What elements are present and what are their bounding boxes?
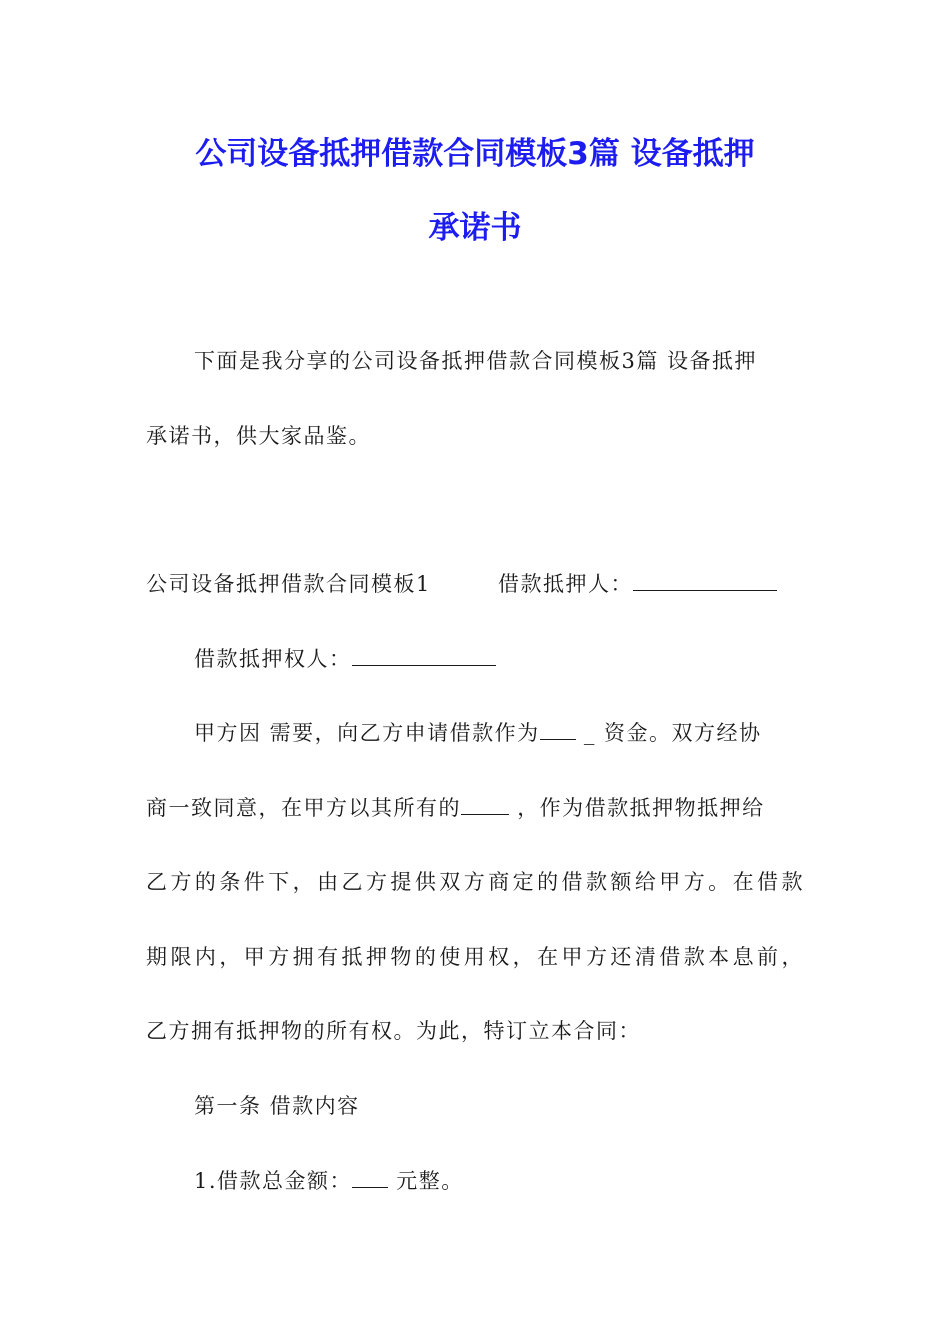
mortgagee-line [194, 644, 496, 674]
document-title-line-2: 承诺书 [428, 210, 522, 246]
article-1-heading: 第一条 借款内容 [194, 1094, 360, 1118]
purpose-blank [540, 719, 576, 740]
mortgagor-label: 借款抵押人： [498, 572, 633, 596]
section-1-heading [146, 569, 431, 599]
para1-line-1-text-b: _ 资金。双方经协 [583, 721, 762, 745]
section-1-title: 公司设备抵押借款合同模板1 [146, 572, 431, 596]
mortgagor-line [498, 569, 777, 599]
para1-line-2-text-b: ，作为借款抵押物抵押给 [517, 796, 765, 820]
item-1-suffix: 元整。 [388, 1169, 464, 1193]
item-1-line [194, 1166, 464, 1196]
para1-line-2 [146, 793, 765, 823]
intro-line-1: 下面是我分享的公司设备抵押借款合同模板3篇 设备抵押 [194, 349, 758, 373]
mortgagor-blank [633, 570, 777, 591]
mortgagee-blank [352, 645, 496, 666]
para1-line-1 [194, 718, 762, 748]
item-1-label: 1.借款总金额： [194, 1169, 353, 1193]
document-title-line-1: 公司设备抵押借款合同模板3篇 设备抵押 [195, 136, 755, 172]
para1-line-3: 乙方的条件下，由乙方提供双方商定的借款额给甲方。在借款 [146, 870, 804, 894]
amount-blank [352, 1167, 388, 1188]
para1-line-5: 乙方拥有抵押物的所有权。为此，特订立本合同： [146, 1019, 641, 1043]
para1-line-4: 期限内，甲方拥有抵押物的使用权，在甲方还清借款本息前， [146, 945, 804, 969]
collateral-blank [461, 794, 509, 815]
para1-line-1-text-a: 甲方因 需要，向乙方申请借款作为 [194, 721, 540, 745]
intro-line-2: 承诺书，供大家品鉴。 [146, 424, 371, 448]
mortgagee-label: 借款抵押权人： [194, 647, 352, 671]
para1-line-2-text-a: 商一致同意，在甲方以其所有的 [146, 796, 461, 820]
